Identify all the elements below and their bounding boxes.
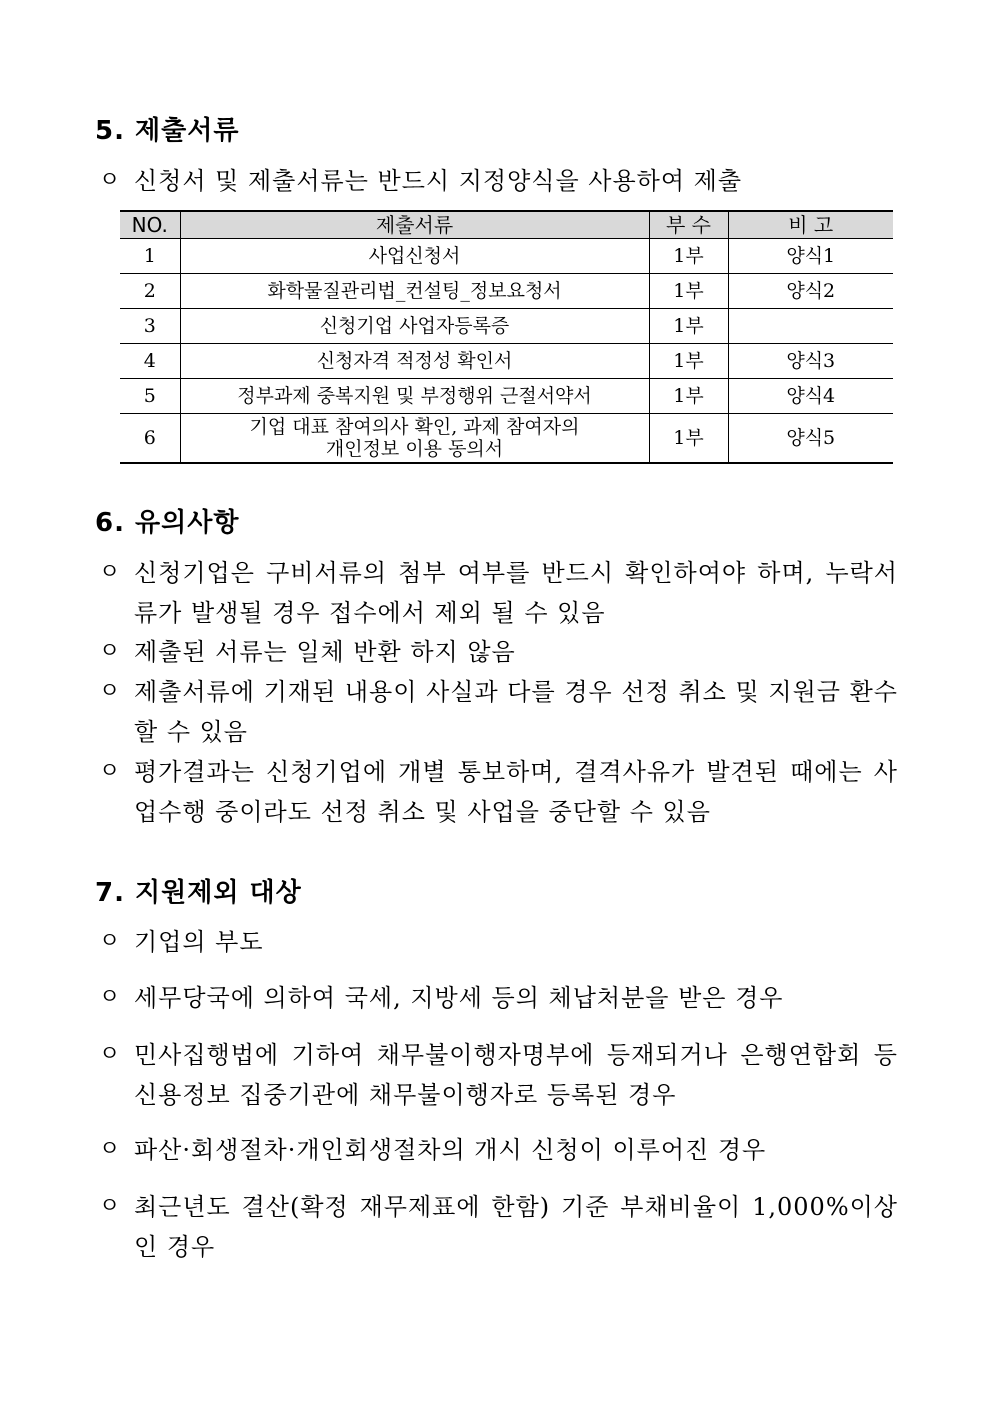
item-text: 신청기업은 구비서류의 첨부 여부를 반드시 확인하여야 하며, 누락서류가 발생될 경우 접수에서 제외 될 수 있음 [134,559,898,627]
row-document: 사업신청서 [180,239,649,274]
row-note: 양식4 [728,379,893,414]
section-6-item [98,553,898,633]
table-row [120,379,893,414]
row-note: 양식3 [728,344,893,379]
row-note: 양식1 [728,239,893,274]
row-document-line-2: 개인정보 이용 동의서 [325,438,504,460]
row-document: 화학물질관리법_컨설팅_정보요청서 [180,274,649,309]
row-note: 양식5 [728,414,893,464]
header-document: 제출서류 [180,211,649,239]
bullet-circle-icon: ㅇ [98,168,122,193]
row-document [180,414,649,464]
item-text: 최근년도 결산(확정 재무제표에 한함) 기준 부채비율이 1,000%이상인 경우 [134,1193,898,1261]
row-document-line-1: 기업 대표 참여의사 확인, 과제 참여자의 [249,416,580,438]
section-6-item [98,752,898,832]
header-note: 비 고 [728,211,893,239]
section-7-item [98,978,898,1018]
item-text: 민사집행법에 기하여 채무불이행자명부에 등재되거나 은행연합회 등 신용정보 집중기관에 채무불이행자로 등록된 경우 [134,1041,898,1109]
row-count: 1부 [649,239,728,274]
table-row [120,414,893,464]
row-count: 1부 [649,344,728,379]
section-7-item [98,1130,898,1170]
bullet-circle-icon: ㅇ [98,1194,122,1219]
bullet-circle-icon: ㅇ [98,679,122,704]
row-no: 1 [120,239,180,274]
table-row [120,309,893,344]
table-row [120,274,893,309]
row-note: 양식2 [728,274,893,309]
bullet-circle-icon: ㅇ [98,759,122,784]
item-text: 제출된 서류는 일체 반환 하지 않음 [134,638,516,666]
section-6-item [98,632,898,672]
item-text: 세무당국에 의하여 국세, 지방세 등의 체납처분을 받은 경우 [134,984,784,1012]
table-header-row [120,211,893,239]
section-6-heading: 6. 유의사항 [95,508,240,538]
row-count: 1부 [649,414,728,464]
row-count: 1부 [649,274,728,309]
bullet-circle-icon: ㅇ [98,985,122,1010]
row-document: 정부과제 중복지원 및 부정행위 근절서약서 [180,379,649,414]
item-text: 파산·회생절차·개인회생절차의 개시 신청이 이루어진 경우 [134,1136,767,1164]
row-document: 신청기업 사업자등록증 [180,309,649,344]
section-5-heading: 5. 제출서류 [95,116,240,146]
row-note [728,309,893,344]
bullet-circle-icon: ㅇ [98,560,122,585]
bullet-circle-icon: ㅇ [98,1042,122,1067]
section-6-item [98,672,898,752]
header-no: NO. [120,211,180,239]
row-document: 신청자격 적정성 확인서 [180,344,649,379]
submission-documents-table [120,210,893,464]
bullet-circle-icon: ㅇ [98,1137,122,1162]
row-no: 2 [120,274,180,309]
item-text: 기업의 부도 [134,928,264,956]
section-7-item [98,1187,898,1267]
section-7-item [98,922,898,962]
section-5-intro [98,161,898,201]
bullet-circle-icon: ㅇ [98,929,122,954]
item-text: 평가결과는 신청기업에 개별 통보하며, 결격사유가 발견된 때에는 사업수행 중이라도 선정 취소 및 사업을 중단할 수 있음 [134,758,898,826]
bullet-circle-icon: ㅇ [98,639,122,664]
section-7-item [98,1035,898,1115]
row-no: 5 [120,379,180,414]
row-count: 1부 [649,379,728,414]
row-no: 3 [120,309,180,344]
row-no: 6 [120,414,180,464]
section-7-heading: 7. 지원제외 대상 [95,878,302,908]
intro-text: 신청서 및 제출서류는 반드시 지정양식을 사용하여 제출 [134,167,743,195]
row-no: 4 [120,344,180,379]
table-row [120,239,893,274]
row-count: 1부 [649,309,728,344]
table-row [120,344,893,379]
item-text: 제출서류에 기재된 내용이 사실과 다를 경우 선정 취소 및 지원금 환수할 수 있음 [134,678,898,746]
header-count: 부 수 [649,211,728,239]
